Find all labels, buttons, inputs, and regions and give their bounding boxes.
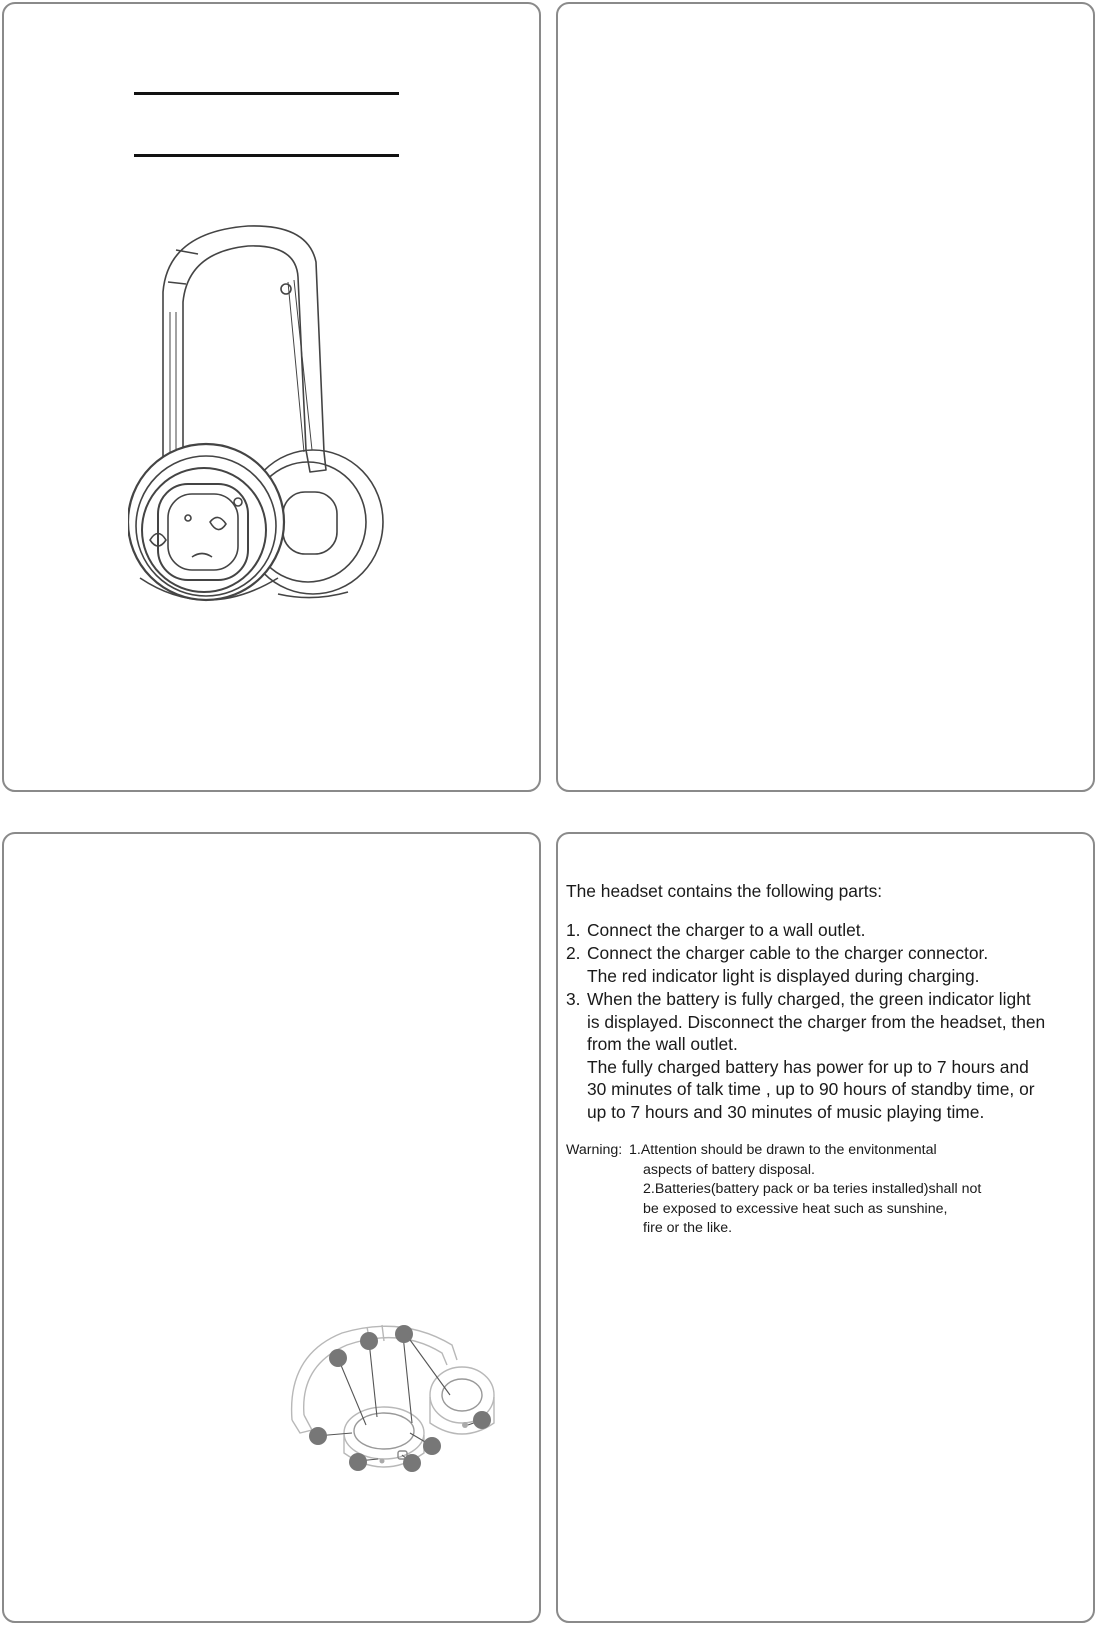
charging-step-1	[566, 919, 865, 942]
step-line: The fully charged battery has power for up to 7 hours and	[587, 1056, 1029, 1077]
warning-item-1	[629, 1141, 989, 1180]
parts-heading: The headset contains the following parts:	[566, 881, 883, 901]
step-number: 1.	[566, 920, 581, 940]
warning-line: Batteries(battery pack or ba teries installed)shall not	[654, 1181, 982, 1197]
title-rule-bottom	[134, 154, 399, 157]
title-rule-top	[134, 92, 399, 95]
step-line: up to 7 hours and 30 minutes of music playing time.	[587, 1101, 985, 1122]
warning-number: 1.	[629, 1142, 641, 1158]
step-number: 2.	[566, 943, 581, 963]
warning-line: fire or the like.	[643, 1220, 733, 1236]
headset-parts-diagram	[282, 1315, 512, 1490]
step-line: from the wall outlet.	[587, 1034, 738, 1055]
step-line: 30 minutes of talk time , up to 90 hours of standby time, or	[587, 1079, 1035, 1100]
warning-label: Warning:	[566, 1142, 623, 1158]
warning-line: aspects of battery disposal.	[643, 1161, 815, 1178]
step-number: 3.	[566, 989, 581, 1009]
warning-line: Attention should be drawn to the envitonmental	[640, 1142, 937, 1158]
charging-step-3	[566, 988, 1045, 1124]
step-line: Connect the charger to a wall outlet.	[587, 920, 866, 940]
warning-number: 2.	[643, 1181, 655, 1197]
step-line: When the battery is fully charged, the green indicator light	[587, 989, 1031, 1009]
warning-line: be exposed to excessive heat such as sunshine,	[643, 1200, 948, 1217]
step-line: Connect the charger cable to the charger connector.	[587, 943, 989, 963]
step-line: is displayed. Disconnect the charger from the headset, then	[587, 1011, 1046, 1032]
charging-step-2	[566, 942, 988, 987]
blank-page-panel	[556, 2, 1095, 792]
parts-page-panel	[2, 832, 541, 1623]
step-line: The red indicator light is displayed during charging.	[587, 965, 980, 986]
warning-item-2	[643, 1180, 1013, 1239]
over-ear-headset-illustration	[128, 222, 408, 622]
